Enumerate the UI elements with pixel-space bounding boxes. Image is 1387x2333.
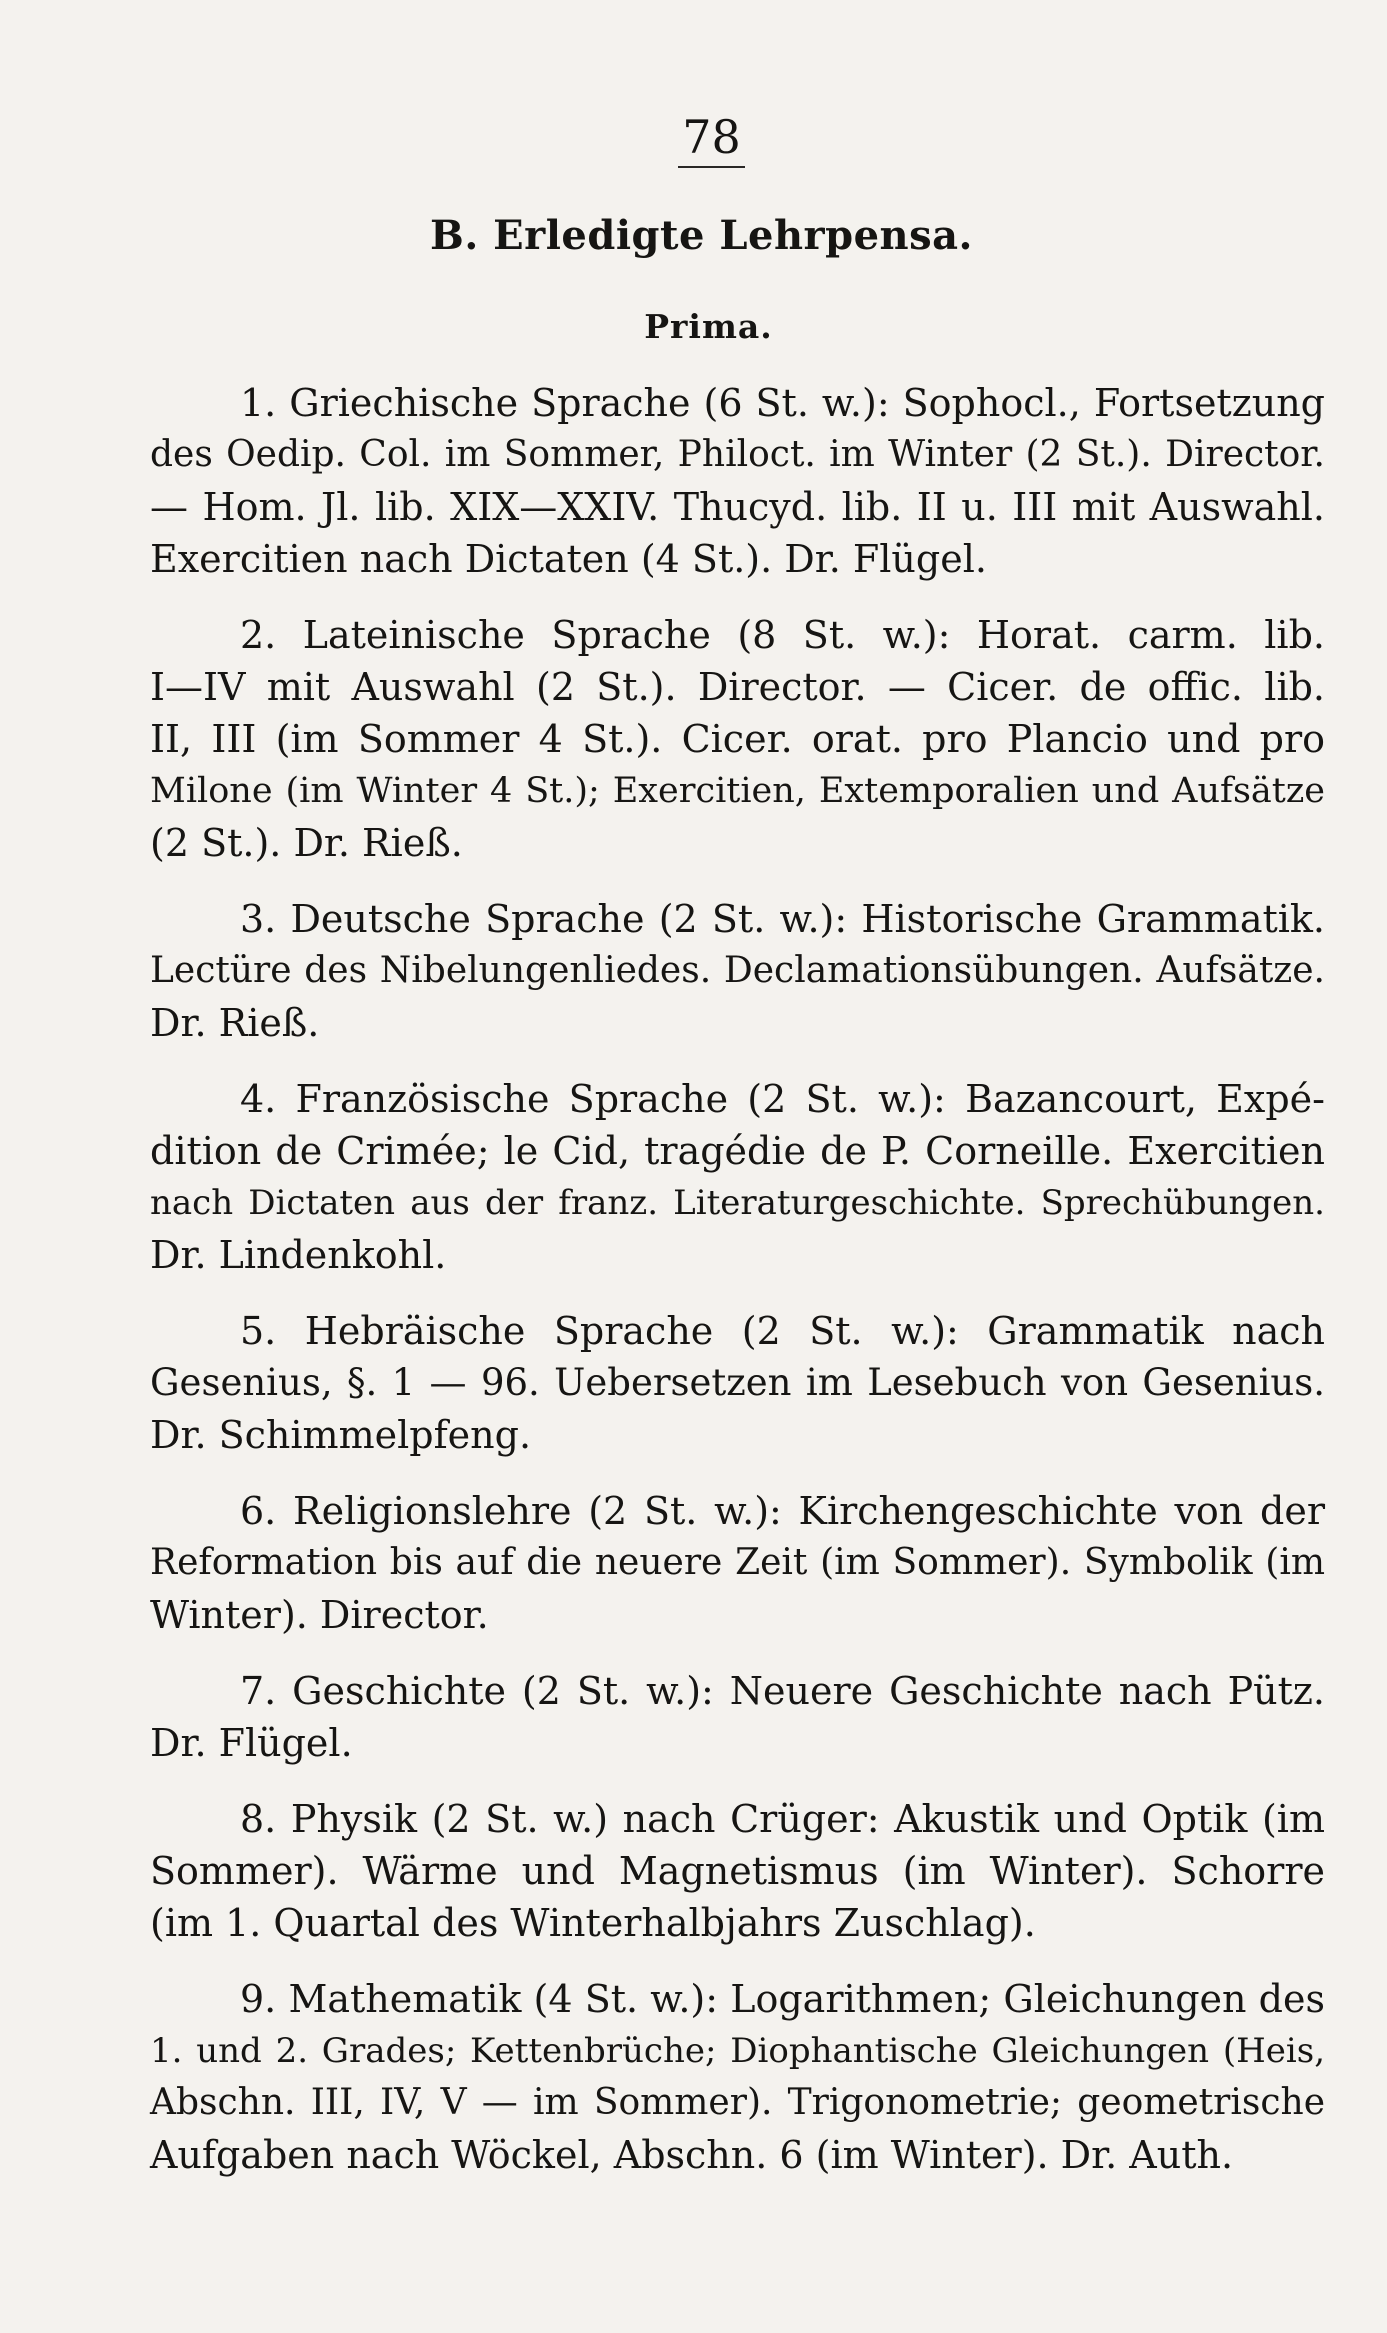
text-line: Dr. Flügel.	[150, 1721, 353, 1765]
text-line: nach Dictaten aus der franz. Literaturgeschichte. Sprechübungen.	[150, 1183, 1325, 1223]
class-title: Prima.	[644, 307, 773, 346]
text-line: Aufgaben nach Wöckel, Abschn. 6 (im Winter). Dr. Auth.	[150, 2133, 1234, 2177]
section-title: B. Erledigte Lehrpensa.	[430, 212, 973, 259]
text-line: Dr. Rieß.	[150, 1001, 320, 1045]
text-line: 1. Griechische Sprache (6 St. w.): Sophocl., Fortsetzung	[240, 381, 1325, 425]
text-line: Winter). Director.	[150, 1593, 489, 1637]
text-line: Gesenius, §. 1 — 96. Uebersetzen im Lesebuch von Gesenius.	[150, 1361, 1325, 1404]
text-line: 4. Französische Sprache (2 St. w.): Bazancourt, Expé-	[240, 1077, 1325, 1121]
text-line: Exercitien nach Dictaten (4 St.). Dr. Flügel.	[150, 537, 987, 581]
text-line: Abschn. III, IV, V — im Sommer). Trigonometrie; geometrische	[150, 2082, 1325, 2123]
text-line: — Hom. Jl. lib. XIX—XXIV. Thucyd. lib. II u. III mit Auswahl.	[150, 485, 1325, 529]
text-line: Milone (im Winter 4 St.); Exercitien, Extemporalien und Aufsätze	[150, 771, 1325, 811]
text-line: 5. Hebräische Sprache (2 St. w.): Grammatik nach	[240, 1309, 1325, 1353]
text-line: Sommer). Wärme und Magnetismus (im Winter). Schorre	[150, 1849, 1325, 1893]
text-line: 3. Deutsche Sprache (2 St. w.): Historische Grammatik.	[240, 897, 1325, 941]
text-line: (im 1. Quartal des Winterhalbjahrs Zuschlag).	[150, 1901, 1036, 1945]
text-line: II, III (im Sommer 4 St.). Cicer. orat. pro Plancio und pro	[150, 717, 1325, 761]
text-line: 9. Mathematik (4 St. w.): Logarithmen; Gleichungen des	[240, 1977, 1325, 2021]
text-line: 2. Lateinische Sprache (8 St. w.): Horat. carm. lib.	[240, 613, 1325, 657]
text-line: Dr. Lindenkohl.	[150, 1233, 447, 1277]
text-line: Lectüre des Nibelungenliedes. Declamationsübungen. Aufsätze.	[150, 950, 1325, 991]
text-line: Dr. Schimmelpfeng.	[150, 1413, 532, 1457]
text-line: 1. und 2. Grades; Kettenbrüche; Diophantische Gleichungen (Heis,	[150, 2031, 1325, 2071]
text-line: 6. Religionslehre (2 St. w.): Kirchengeschichte von der	[240, 1489, 1325, 1533]
text-line: I—IV mit Auswahl (2 St.). Director. — Cicer. de offic. lib.	[150, 665, 1325, 709]
text-line: (2 St.). Dr. Rieß.	[150, 821, 463, 865]
text-line: dition de Crimée; le Cid, tragédie de P. Corneille. Exercitien	[150, 1129, 1325, 1173]
text-line: 8. Physik (2 St. w.) nach Crüger: Akustik und Optik (im	[240, 1797, 1325, 1841]
text-line: Reformation bis auf die neuere Zeit (im Sommer). Symbolik (im	[150, 1542, 1325, 1583]
page-number: 78	[0, 110, 1387, 168]
text-line: 7. Geschichte (2 St. w.): Neuere Geschichte nach Pütz.	[240, 1669, 1325, 1713]
text-line: des Oedip. Col. im Sommer, Philoct. im Winter (2 St.). Director.	[150, 434, 1325, 475]
